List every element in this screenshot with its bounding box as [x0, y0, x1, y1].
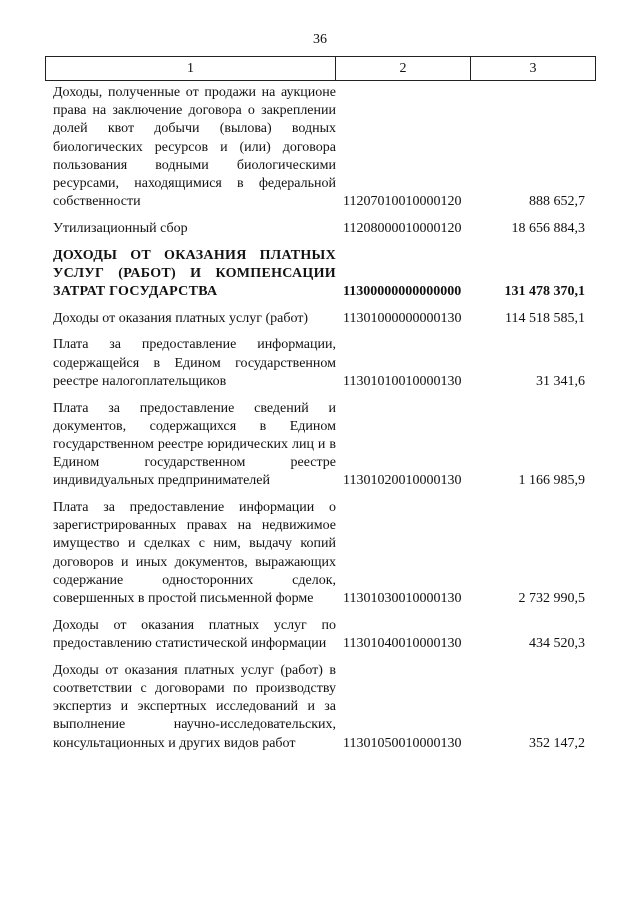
column-header-1: 1	[46, 57, 336, 80]
table-row	[53, 499, 585, 608]
column-header-2: 2	[336, 57, 471, 80]
row-code: 11301000000000130	[343, 310, 462, 326]
row-code: 11208000010000120	[343, 220, 462, 236]
row-description: Доходы, полученные от продажи на аукционе права на заключение договора о закреплении долей квот добычи (вылова) водных биологических ресурсов и (или) договора пользования водными биологическими ресурсами, находящимися в федеральной собственности	[53, 85, 336, 210]
table-row	[53, 400, 585, 491]
column-header-3: 3	[529, 60, 537, 76]
row-amount: 434 520,3	[529, 635, 585, 651]
table-row	[53, 310, 585, 328]
row-description: Плата за предоставление информации о зарегистрированных правах на недвижимое имущество и сделках с ним, выдачу копий договоров и иных документов, выражающих содержание односторонних сделок, совершенных в простой письменной форме	[53, 500, 336, 607]
row-amount: 352 147,2	[529, 735, 585, 751]
row-amount: 131 478 370,1	[504, 284, 585, 300]
table-header	[45, 56, 596, 81]
row-amount: 1 166 985,9	[518, 473, 585, 489]
row-amount: 888 652,7	[529, 194, 585, 210]
table-row	[53, 220, 585, 238]
row-code: 11301030010000130	[343, 591, 462, 607]
row-code: 11301010010000130	[343, 373, 462, 389]
row-code: 11207010010000120	[343, 194, 462, 210]
row-description: ДОХОДЫ ОТ ОКАЗАНИЯ ПЛАТНЫХ УСЛУГ (РАБОТ) И КОМПЕНСАЦИИ ЗАТРАТ ГОСУДАРСТВА	[53, 247, 336, 300]
table-body	[53, 84, 585, 761]
row-description: Доходы от оказания платных услуг (работ)	[53, 310, 309, 326]
row-code: 11300000000000000	[343, 284, 462, 300]
row-code: 11301050010000130	[343, 735, 462, 751]
row-amount: 31 341,6	[536, 373, 585, 389]
row-amount: 18 656 884,3	[511, 220, 585, 236]
row-description: Плата за предоставление сведений и документов, содержащихся в Едином государственном реестре юридических лиц и в Едином государственном реестре индивидуальных предпринимателей	[53, 400, 336, 489]
row-code: 11301020010000130	[343, 473, 462, 489]
page-number: 36	[313, 32, 327, 47]
row-description: Доходы от оказания платных услуг (работ) в соответствии с договорами по производству экспертиз и экспертных исследований и за выполнение научно-исследовательских, консультационных и других видов работ	[53, 662, 336, 751]
table-row	[53, 336, 585, 391]
row-code: 11301040010000130	[343, 635, 462, 651]
table-row	[53, 617, 585, 653]
row-amount: 2 732 990,5	[518, 591, 585, 607]
table-row	[53, 84, 585, 211]
table-row-section-heading	[53, 247, 585, 302]
row-description: Плата за предоставление информации, содержащейся в Едином государственном реестре налогоплательщиков	[53, 337, 336, 389]
row-amount: 114 518 585,1	[505, 310, 585, 326]
row-description: Утилизационный сбор	[53, 220, 188, 236]
row-description: Доходы от оказания платных услуг по предоставлению статистической информации	[53, 617, 336, 651]
table-row	[53, 662, 585, 753]
